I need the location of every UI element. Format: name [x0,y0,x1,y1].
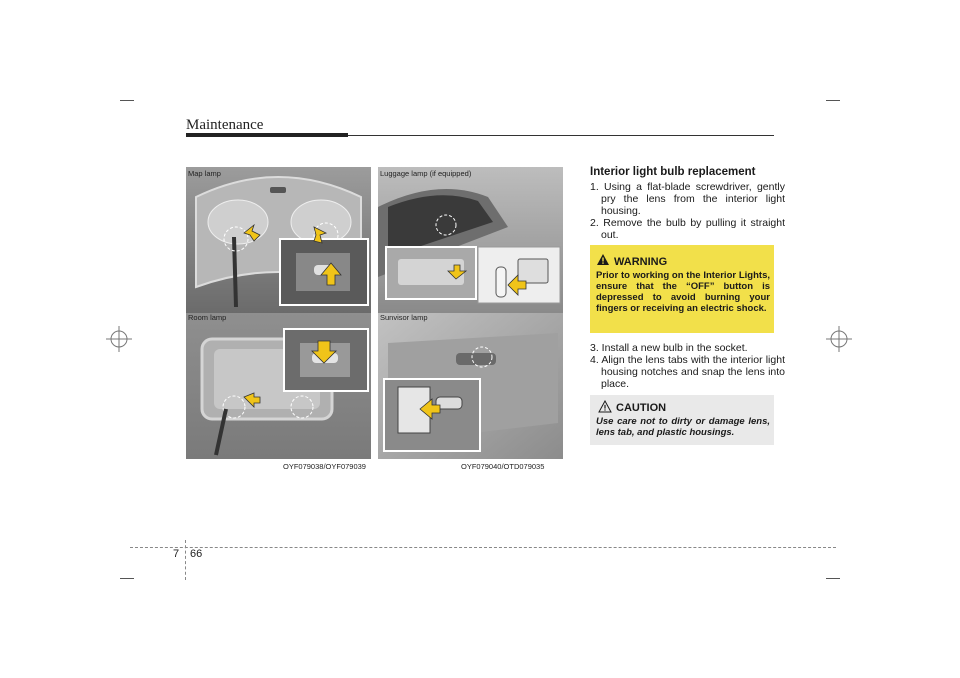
figure-code-left: OYF079038/OYF079039 [283,462,366,471]
footer-rule [130,547,836,548]
footer-divider [185,540,186,580]
crop-mark [120,100,134,101]
caution-text: Use care not to dirty or damage lens, lens tab, and plastic housings. [596,416,770,438]
step-item: 3. Install a new bulb in the socket. [590,342,748,354]
step-item: 2. Remove the bulb by pulling it straight out. [590,217,785,241]
header-rule-bar [186,133,348,137]
crop-mark [826,578,840,579]
room-lamp-figure [186,313,371,459]
map-lamp-figure [186,167,371,313]
luggage-lamp-figure [378,167,563,313]
chapter-number: 7 [173,548,180,560]
warning-text: Prior to working on the Interior Lights, ensure that the “OFF” button is depressed to avoid burning your fingers or receiving an electric shock. [596,270,770,314]
luggage-lamp-label: Luggage lamp (if equipped) [380,169,472,178]
step-item: 1. Using a flat-blade screwdriver, gently pry the lens from the interior light housing. [590,181,785,217]
caution-icon [598,400,612,413]
section-title: Maintenance [186,117,264,133]
registration-mark [826,326,852,352]
figure-code-right: OYF079040/OTD079035 [461,462,545,471]
room-lamp-label: Room lamp [188,313,227,322]
sunvisor-lamp-figure [378,313,563,459]
crop-mark [826,100,840,101]
caution-title: CAUTION [616,402,667,414]
warning-icon [596,253,610,266]
sunvisor-lamp-label: Sunvisor lamp [380,313,428,322]
registration-mark [106,326,132,352]
warning-title: WARNING [614,256,668,268]
map-lamp-label: Map lamp [188,169,221,178]
step-item: 4. Align the lens tabs with the interior light housing notches and snap the lens into place. [590,354,785,390]
crop-mark [120,578,134,579]
section-heading: Interior light bulb replacement [590,166,756,178]
page-number: 66 [190,548,203,560]
